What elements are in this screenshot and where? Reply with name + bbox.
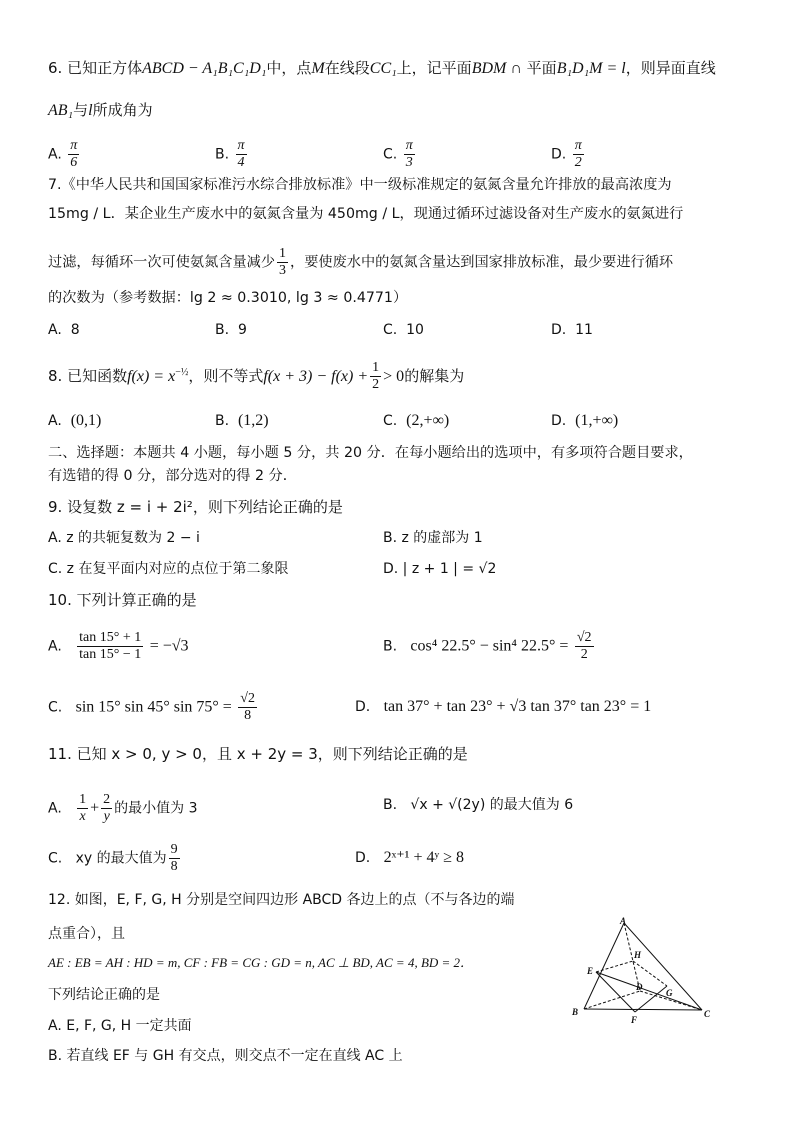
frac-num: √2 xyxy=(576,630,592,645)
q12-option-a[interactable]: A. E, F, G, H 一定共面 xyxy=(48,1018,192,1034)
frac-num: π xyxy=(574,138,582,153)
q10-option-a[interactable] xyxy=(48,630,189,663)
q12-option-b[interactable]: B. 若直线 EF 与 GH 有交点，则交点不一定在直线 AC 上 xyxy=(48,1048,403,1064)
q6-point-m: M xyxy=(311,60,325,77)
q7-line3 xyxy=(48,246,673,279)
frac-den: 4 xyxy=(237,155,245,170)
q6-option-a[interactable] xyxy=(48,138,81,171)
q6-stem-line1 xyxy=(48,58,716,79)
q8-exponent: −½ xyxy=(175,367,189,378)
frac-den: x xyxy=(79,809,86,824)
option-text: (0,1) xyxy=(70,412,102,429)
q10-option-a-frac xyxy=(77,630,143,663)
frac-num: tan 15° + 1 xyxy=(79,630,142,645)
label-g: G xyxy=(666,988,673,998)
q12-line1: 12. 如图，E, F, G, H 分别是空间四边形 ABCD 各边上的点（不与各边的端 xyxy=(48,892,515,908)
q6-segment: CC₁ xyxy=(369,60,397,77)
q7-option-a[interactable] xyxy=(48,320,80,340)
q11-option-a[interactable] xyxy=(48,792,198,825)
option-letter: D. xyxy=(355,699,371,715)
option-letter: B. xyxy=(383,638,398,655)
option-text: xy 的最大值为 xyxy=(75,850,167,867)
q6-option-c-frac xyxy=(404,138,415,171)
option-text: (1,2) xyxy=(237,412,269,429)
edge-bc xyxy=(584,1009,702,1010)
q6-option-d[interactable] xyxy=(551,138,586,171)
q12-line2: 点重合），且 xyxy=(48,926,125,942)
option-rhs: = −√3 xyxy=(149,637,189,655)
q8-function: f(x) = x xyxy=(127,368,176,385)
q7-option-c[interactable] xyxy=(383,320,424,340)
option-text: 11 xyxy=(575,322,593,338)
option-letter: A. xyxy=(48,413,62,429)
q8-option-d[interactable] xyxy=(551,411,618,431)
q11-stem: 11. 已知 x > 0, y > 0，且 x + 2y = 3，则下列结论正确的是 xyxy=(48,745,468,763)
q6-cube: ABCD − A₁B₁C₁D₁ xyxy=(142,60,267,77)
label-e: E xyxy=(587,966,594,976)
option-letter: D. xyxy=(355,850,371,866)
frac-num: 1 xyxy=(372,360,380,375)
q8-option-b[interactable] xyxy=(215,411,269,431)
frac-num: π xyxy=(70,138,78,153)
option-letter: A. xyxy=(48,146,62,163)
option-letter: A. xyxy=(48,638,62,655)
option-letter: B. xyxy=(215,413,230,429)
q6-option-b-frac xyxy=(236,138,247,171)
q6-stem-text: 上，记平面 xyxy=(396,59,472,77)
option-text: √x + √(2y) 的最大值为 6 xyxy=(410,797,574,813)
q8-stem-text: ，则不等式 xyxy=(188,367,264,385)
option-text: 8 xyxy=(70,322,80,338)
q6-option-b[interactable] xyxy=(215,138,249,171)
option-letter: D. xyxy=(551,146,567,163)
frac-den: 2 xyxy=(580,647,588,662)
frac-den: 2 xyxy=(372,377,380,392)
q6-stem-text: 在线段 xyxy=(324,59,370,77)
section2-line2: 有选错的得 0 分，部分选对的得 2 分． xyxy=(48,468,297,484)
q6-stem-text: 与 xyxy=(73,101,89,119)
q10-option-d[interactable] xyxy=(355,697,651,717)
option-text: (2,+∞) xyxy=(406,412,450,429)
frac-den: 2 xyxy=(574,155,582,170)
option-letter: A. xyxy=(48,322,62,338)
q12-line3: AE : EB = AH : HD = m, CF : FB = CG : GD = n, AC ⊥ BD, AC = 4, BD = 2． xyxy=(48,955,474,970)
q8-stem-text: 的解集为 xyxy=(404,367,465,385)
option-letter: C. xyxy=(48,699,63,716)
tetrahedron-figure xyxy=(568,916,716,1024)
q6-stem-text: 6. 已知正方体 xyxy=(48,59,143,77)
option-letter: B. xyxy=(215,146,230,163)
q8-inequality: f(x + 3) − f(x) + xyxy=(263,368,369,385)
q8-option-c[interactable] xyxy=(383,411,449,431)
q11-option-c[interactable] xyxy=(48,842,182,875)
q6-stem-text: 所成角为 xyxy=(92,101,153,119)
option-letter: D. xyxy=(551,413,567,429)
q11-frac-2 xyxy=(101,792,112,825)
q6-option-d-frac xyxy=(573,138,584,171)
q9-option-d[interactable]: D. | z + 1 | = √2 xyxy=(383,561,497,577)
q8-inequality-rhs: > 0 xyxy=(383,368,405,385)
option-letter: A. xyxy=(48,800,62,817)
q6-stem-text: 平面 xyxy=(521,59,557,77)
frac-num: 1 xyxy=(279,246,287,261)
q9-option-b[interactable]: B. z 的虚部为 1 xyxy=(383,530,483,546)
q7-fraction xyxy=(277,246,288,279)
frac-den: 6 xyxy=(70,155,78,170)
q6-option-a-frac xyxy=(68,138,79,171)
frac-num: π xyxy=(405,138,413,153)
label-b: B xyxy=(572,1007,579,1017)
q8-fraction xyxy=(370,360,381,393)
frac-num: 1 xyxy=(79,792,87,807)
edge-ef xyxy=(596,972,635,1012)
q9-option-c[interactable]: C. z 在复平面内对应的点位于第二象限 xyxy=(48,561,289,577)
frac-den: tan 15° − 1 xyxy=(79,647,142,662)
q9-option-a[interactable]: A. z 的共轭复数为 2 − i xyxy=(48,530,200,546)
q6-line-ab1: AB₁ xyxy=(48,102,74,119)
option-text: 10 xyxy=(406,322,424,338)
q8-option-a[interactable] xyxy=(48,411,101,431)
option-lhs: cos⁴ 22.5° − sin⁴ 22.5° = xyxy=(410,637,569,655)
q7-line2: 15mg / L．某企业生产废水中的氨氮含量为 450mg / L，现通过循环过滤设备对生产废水的氨氮进行 xyxy=(48,206,684,222)
label-h: H xyxy=(634,950,642,960)
label-d: D xyxy=(636,982,643,992)
edge-eh xyxy=(596,961,633,972)
q7-line4: 的次数为（参考数据：lg 2 ≈ 0.3010, lg 3 ≈ 0.4771） xyxy=(48,290,408,306)
q6-stem-text: 中，点 xyxy=(266,59,312,77)
q10-option-c[interactable] xyxy=(48,691,259,724)
option-letter: B. xyxy=(215,322,230,338)
q6-stem-text: ，则异面直线 xyxy=(625,59,716,77)
label-f: F xyxy=(631,1015,638,1024)
q6-option-c[interactable] xyxy=(383,138,417,171)
q7-line3-text: 过滤，每循环一次可使氨氮含量减少 xyxy=(48,254,276,271)
label-a: A xyxy=(620,916,627,926)
frac-den: 3 xyxy=(405,155,413,170)
frac-den: 8 xyxy=(170,859,178,874)
option-letter: C. xyxy=(48,850,63,867)
q11-option-d[interactable] xyxy=(355,848,464,868)
option-letter: B. xyxy=(383,797,398,813)
edge-bd xyxy=(584,991,640,1009)
section2-line1: 二、选择题：本题共 4 小题，每小题 5 分，共 20 分．在每小题给出的选项中，有多项符合题目要求， xyxy=(48,445,693,461)
frac-num: π xyxy=(237,138,245,153)
q10-option-c-frac xyxy=(238,691,257,724)
q11-option-b[interactable] xyxy=(383,795,573,815)
q7-line3-text: ，要使废水中的氨氮含量达到国家排放标准，最少要进行循环 xyxy=(290,254,674,271)
q7-option-b[interactable] xyxy=(215,320,247,340)
frac-den: 8 xyxy=(244,708,252,723)
q9-stem: 9. 设复数 z = i + 2i²，则下列结论正确的是 xyxy=(48,498,343,516)
option-letter: C. xyxy=(383,322,398,338)
plus-sign: + xyxy=(90,799,100,817)
q10-option-b-frac xyxy=(575,630,594,663)
option-text: 的最小值为 3 xyxy=(114,800,198,817)
frac-den: 3 xyxy=(279,263,287,278)
option-text: tan 37° + tan 23° + √3 tan 37° tan 23° = 1 xyxy=(383,698,652,715)
option-lhs: sin 15° sin 45° sin 75° = xyxy=(75,698,232,716)
edge-ec xyxy=(596,972,702,1010)
q12-line4: 下列结论正确的是 xyxy=(48,987,160,1003)
q6-stem-line2 xyxy=(48,100,153,121)
q10-stem: 10. 下列计算正确的是 xyxy=(48,591,197,609)
option-text: 9 xyxy=(237,322,247,338)
option-letter: C. xyxy=(383,146,398,163)
q10-option-b[interactable] xyxy=(383,630,596,663)
q11-frac-1 xyxy=(77,792,88,825)
frac-num: √2 xyxy=(240,691,255,706)
q11-option-c-frac xyxy=(169,842,180,875)
option-letter: C. xyxy=(383,413,398,429)
option-letter: D. xyxy=(551,322,567,338)
edge-ac xyxy=(624,923,702,1010)
frac-num: 9 xyxy=(170,842,178,857)
label-c: C xyxy=(704,1009,711,1019)
q8-stem xyxy=(48,360,464,393)
q6-line-l: l xyxy=(88,102,93,119)
q7-option-d[interactable] xyxy=(551,320,593,340)
q7-line1: 7.《中华人民共和国国家标准污水综合排放标准》中一级标准规定的氨氮含量允许排放的最高浓度为 xyxy=(48,177,672,193)
q6-plane-b1d1m: B₁D₁M = l xyxy=(556,60,626,77)
frac-num: 2 xyxy=(103,792,111,807)
q6-plane-bdm: BDM ∩ xyxy=(471,60,522,77)
q8-stem-text: 8. 已知函数 xyxy=(48,367,128,385)
option-text: (1,+∞) xyxy=(575,412,619,429)
frac-den: y xyxy=(103,809,110,824)
option-text: 2ˣ⁺¹ + 4ʸ ≥ 8 xyxy=(383,849,465,866)
